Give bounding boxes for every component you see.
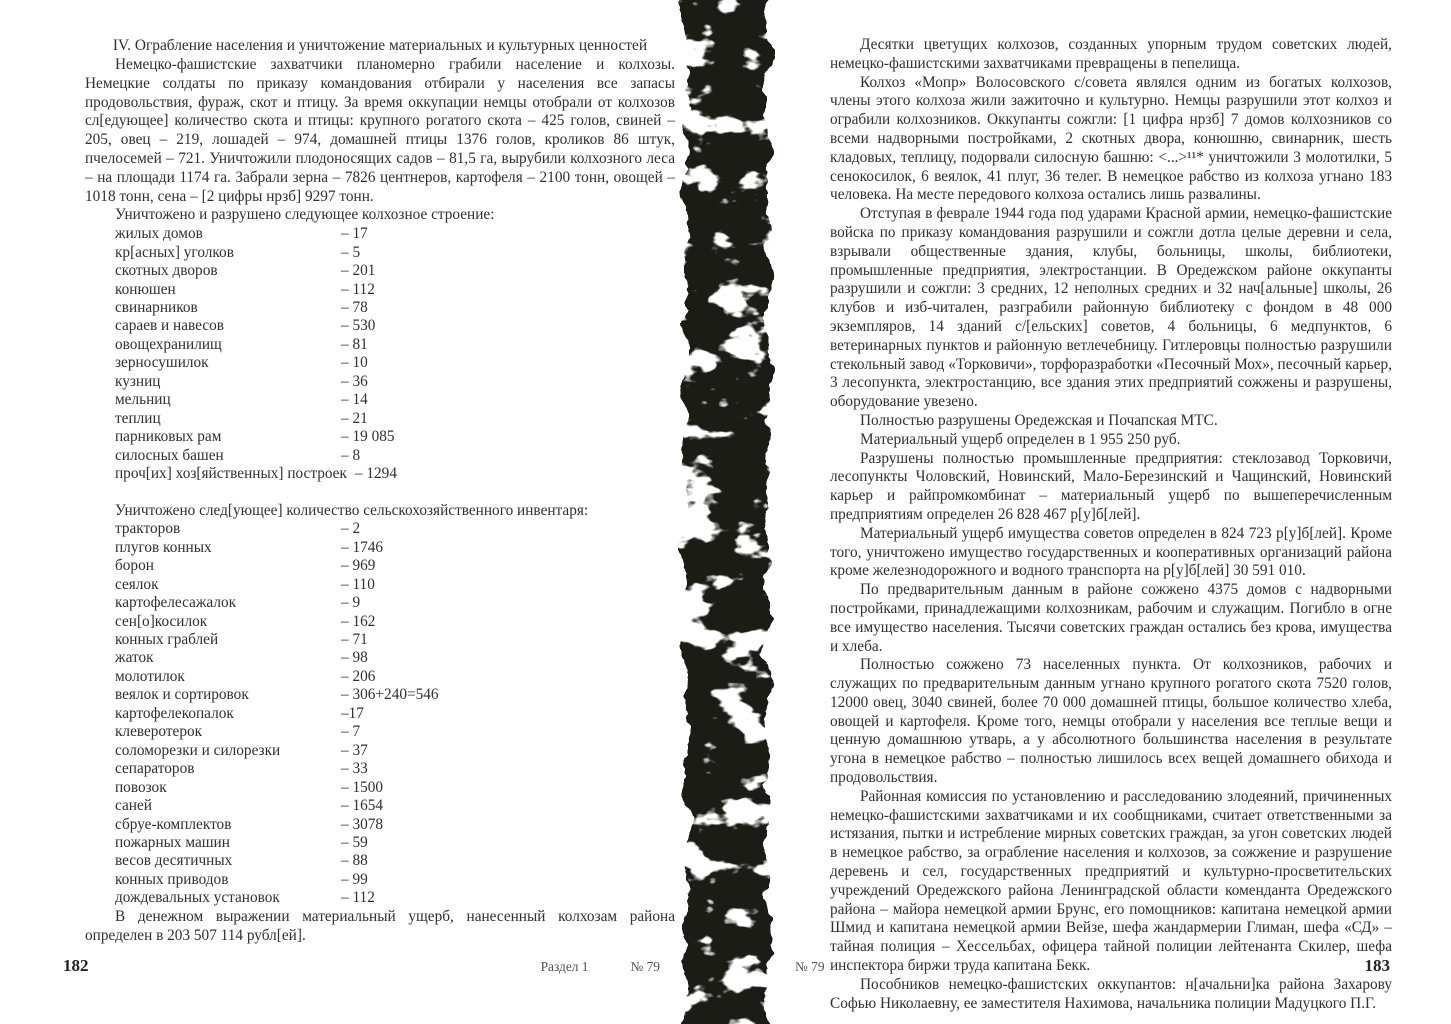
item-value: – 110 <box>341 575 375 593</box>
item-value: – 36 <box>341 372 368 390</box>
paragraph: Материальный ущерб определен в 1 955 250 руб. <box>860 430 1181 448</box>
list-item <box>115 281 675 299</box>
document-number: № 79 <box>795 959 825 974</box>
closing-paragraph: В денежном выражении материальный ущерб, нанесенный колхозам района определен в 203 507 114 рубл[ей]. <box>85 907 675 944</box>
destroyed-buildings-title: Уничтожено и разрушено следующее колхозное строение: <box>115 206 495 224</box>
section-heading: IV. Ограбление населения и уничтожение материальных и культурных ценностей <box>112 37 648 54</box>
right-page-number: 183 <box>1364 956 1390 975</box>
item-label: сен[о]косилок <box>115 612 208 630</box>
item-label: овощехранилищ <box>115 335 222 353</box>
item-value: – 7 <box>341 723 361 741</box>
list-item <box>115 889 675 907</box>
item-label: проч[их] хоз[яйственных] построек <box>115 465 347 483</box>
item-label: теплиц <box>115 409 161 427</box>
list-item <box>115 816 675 834</box>
item-value: – 81 <box>341 335 368 353</box>
item-label: молотилок <box>115 667 185 685</box>
list-item <box>115 354 675 372</box>
list-item <box>115 594 675 612</box>
list-item <box>115 557 675 575</box>
list-item <box>115 631 675 649</box>
item-value: –17 <box>341 704 364 722</box>
left-running-footer <box>541 959 660 975</box>
item-value: – 530 <box>341 317 376 335</box>
list-item <box>115 373 675 391</box>
list-item <box>115 779 675 797</box>
left-page-footer <box>63 956 660 976</box>
list-item <box>115 520 675 538</box>
item-label: сбруе-комплектов <box>115 815 232 833</box>
item-value: – 306+240=546 <box>341 686 439 704</box>
item-label: борон <box>115 557 154 575</box>
paragraph: Отступая в феврале 1944 года под ударами Красной армии, немецко-фашистские войска по приказу командования разрушили и сожгли дотла целые деревни и села, взрывали общественные здания, клубы, больницы, школы, библиотеки, промышленные предприятия, электростанции. В Оредежском районе оккупанты разрушили и сожгли: 3 средних, 12 неполных средних и 32 нач[альные] школы, 26 клубов и изб-читален, разграбили районную библиотеку с фондом в 48 000 экземпляров, 14 зданий с/[ельских] советов, 4 больницы, 6 медпунктов, 6 ветеринарных пунктов и районную ветлечебницу. Гитлеровцы полностью разрушили стекольный завод «Торковичи», торфоразработки «Песочный Мох», песочный карьер, 3 лесопункта, электростанцию, все здания этих предприятий сожжены и разрушены, оборудование увезено. <box>830 205 1392 411</box>
list-item <box>115 649 675 667</box>
item-label: конных приводов <box>115 870 229 888</box>
list-item <box>115 668 675 686</box>
list-item <box>115 723 675 741</box>
list-item <box>115 834 675 852</box>
list-item <box>115 852 675 870</box>
item-label: сараев и навесов <box>115 317 224 335</box>
item-label: повозок <box>115 778 167 796</box>
item-value: – 162 <box>341 612 376 630</box>
item-value: – 78 <box>341 298 368 316</box>
book-gutter-scan-artifact <box>666 0 798 1024</box>
destroyed-buildings-list <box>85 225 675 483</box>
paragraph: Полностью разрушены Оредежская и Почапская МТС. <box>860 411 1218 429</box>
list-item <box>115 576 675 594</box>
paragraph: Материальный ущерб имущества советов определен в 824 723 р[у]б[лей]. Кроме того, уничтожено имущество государственных и кооперативных организаций района кроме железнодорожного и водного транспорта на р[у]б[лей] 30 591 010. <box>830 524 1392 580</box>
item-value: – 71 <box>341 631 368 649</box>
list-item <box>115 225 675 243</box>
document-number: № 79 <box>630 959 660 974</box>
item-label: тракторов <box>115 520 181 538</box>
list-item <box>115 244 675 262</box>
item-value: – 59 <box>341 834 368 852</box>
item-value: – 8 <box>341 446 361 464</box>
list-item <box>115 465 675 483</box>
item-label: кр[асных] уголков <box>115 243 234 261</box>
list-item <box>115 742 675 760</box>
list-item <box>115 705 675 723</box>
item-value: – 10 <box>341 354 368 372</box>
list-item <box>115 613 675 631</box>
item-value: – 33 <box>341 760 368 778</box>
item-label: соломорезки и силорезки <box>115 741 281 759</box>
list-item <box>115 391 675 409</box>
item-label: пожарных машин <box>115 834 230 852</box>
right-page-footer <box>795 956 1390 976</box>
item-value: – 201 <box>341 262 376 280</box>
intro-paragraph: Немецко-фашистские захватчики планомерно грабили население и колхозы. Немецкие солдаты по приказу командования отбирали у населения все запасы продовольствия, фураж, скот и птицу. За время оккупации немцы отобрали от колхозов сл[едующее] количество скота и птицы: крупного рогатого скота – 425 голов, свиней – 205, овец – 219, лошадей – 974, домашней птицы 1376 голов, кроликов 86 штук, пчелосемей – 721. Уничтожили плодоносящих садов – 81,5 га, вырубили колхозного леса – на площади 1174 га. Забрали зерна – 7826 центнеров, картофеля – 2100 тонн, овощей – 1018 тонн, сена – [2 цифры нрзб] 9297 тонн. <box>85 56 675 205</box>
item-label: сеялок <box>115 575 159 593</box>
item-value: – 206 <box>341 667 376 685</box>
item-label: парниковых рам <box>115 428 222 446</box>
item-label: картофелекопалок <box>115 704 234 722</box>
list-item <box>115 686 675 704</box>
item-label: мельниц <box>115 391 171 409</box>
item-label: саней <box>115 797 152 815</box>
item-label: клеверотерок <box>115 723 203 741</box>
item-value: – 21 <box>341 409 368 427</box>
item-value: – 9 <box>341 594 361 612</box>
list-item <box>115 262 675 280</box>
list-item <box>115 797 675 815</box>
item-label: скотных дворов <box>115 262 218 280</box>
item-label: сепараторов <box>115 760 195 778</box>
item-label: кузниц <box>115 372 161 390</box>
item-value: – 112 <box>341 280 375 298</box>
item-value: – 88 <box>341 852 368 870</box>
item-value: – 2 <box>341 520 361 538</box>
item-label: плугов конных <box>115 538 212 556</box>
item-label: веялок и сортировок <box>115 686 249 704</box>
list-item <box>115 317 675 335</box>
destroyed-inventory-list <box>85 520 675 908</box>
item-value: – 19 085 <box>341 428 395 446</box>
list-item <box>115 447 675 465</box>
item-label: картофелесажалок <box>115 594 237 612</box>
item-value: – 969 <box>341 557 376 575</box>
item-label: конюшен <box>115 280 176 298</box>
paragraph: Колхоз «Мопр» Волосовского с/совета являлся одним из богатых колхозов, члены этого колхоза жили зажиточно и культурно. Немцы разрушили этот колхоз и ограбили колхозников. Оккупанты сожгли: [1 цифра нрзб] 7 домов колхозников со всеми надворными постройками, 2 скотных двора, конюшню, свинарник, шесть кладовых, теплицу, подорвали силосную башню: <...>¹¹* уничтожили 3 молотилки, 5 сенокосилок, 6 веялок, 41 плуг, 36 телег. В немецкое рабство из колхоза угнано 183 человека. На месте передового колхоза остались лишь развалины. <box>830 73 1392 204</box>
list-item <box>115 871 675 889</box>
item-value: – 1500 <box>341 778 384 796</box>
item-value: – 98 <box>341 649 368 667</box>
item-value: – 17 <box>341 225 368 243</box>
item-label: жаток <box>115 649 154 667</box>
item-label: зерносушилок <box>115 354 209 372</box>
paragraph: По предварительным данным в районе сожжено 4375 домов с надворными постройками, принадлежащими колхозникам, рабочим и служащим. Погибло в огне все имущество населения. Тысячи советских граждан остались без крова, имущества и хлеба. <box>830 581 1392 655</box>
item-label: дождевальных установок <box>115 889 280 907</box>
list-item <box>115 539 675 557</box>
list-item <box>115 760 675 778</box>
left-page-text-column <box>85 36 675 945</box>
item-value: – 1654 <box>341 797 384 815</box>
list-item <box>115 410 675 428</box>
paragraph: Районная комиссия по установлению и расследованию злодеяний, причиненных немецко-фашистскими захватчиками и их сообщниками, считает ответственными за истязания, пытки и истребление мирных советских граждан, за угон советских людей в немецкое рабство, за ограбление населения и колхозов, за сожжение и разрушение деревень и сел, государственных предприятий и культурно-просветительских учреждений Оредежского района Ленинградской области коменданта Оредежского района – майора немецкой армии Брунс, его помощников: капитана немецкой армии Шмид и капитана немецкой армии Вейзе, шефа жандармерии Глиман, шефа «СД» – тайная полиция – Хессельбах, офицера тайной полиции лейтенанта Скилер, шефа инспектора биржи труда капитана Бекк. <box>830 787 1392 975</box>
list-item <box>115 299 675 317</box>
paragraph: Пособников немецко-фашистских оккупантов: н[ачальни]ка района Захарову Софью Николаевну, ее заместителя Нахимова, начальника полиции Мадуцкого П.Г. <box>830 975 1392 1012</box>
item-label: весов десятичных <box>115 852 233 870</box>
item-value: – 1746 <box>341 538 384 556</box>
destroyed-inventory-title: Уничтожено след[ующее] количество сельскохозяйственного инвентаря: <box>115 501 589 519</box>
item-value: – 37 <box>341 741 368 759</box>
section-label: Раздел 1 <box>540 959 589 974</box>
item-label: конных граблей <box>115 631 219 649</box>
item-label: жилых домов <box>115 225 203 243</box>
item-value: – 14 <box>341 391 368 409</box>
paragraph: Разрушены полностью промышленные предприятия: стеклозавод Торковичи, лесопункты Чоловский, Новинский, Мало-Березинский и Чащинский, Новинский карьер и райпромкомбинат – материальный ущерб по вышеперечисленным предприятиям определен 26 828 467 р[у]б[лей]. <box>830 449 1392 523</box>
item-value: – 1294 <box>354 465 397 483</box>
paragraph: Десятки цветущих колхозов, созданных упорным трудом советских людей, немецко-фашистскими захватчиками превращены в пепелища. <box>830 36 1392 72</box>
item-value: – 3078 <box>341 815 384 833</box>
item-value: – 5 <box>341 243 361 261</box>
item-label: свинарников <box>115 298 198 316</box>
left-page-number: 182 <box>63 956 89 975</box>
paragraph: Полностью сожжено 73 населенных пункта. От колхозников, рабочих и служащих по предварительным данным угнано крупного рогатого скота 7520 голов, 12000 овец, 3040 свиней, более 70 000 домашней птицы, большое количество хлеба, овощей и картофеля. Кроме того, немцы отобрали у населения все теплые вещи и ценную домашнюю утварь, а у абсолютного большинства населения в результате угона в немецкое рабство – полностью лишилось всех вещей домашнего обихода и продовольствия. <box>830 656 1392 787</box>
list-item <box>115 428 675 446</box>
item-value: – 112 <box>341 889 375 907</box>
right-page-text-column <box>830 36 1392 1013</box>
list-item <box>115 336 675 354</box>
item-value: – 99 <box>341 870 368 888</box>
item-label: силосных башен <box>115 446 224 464</box>
